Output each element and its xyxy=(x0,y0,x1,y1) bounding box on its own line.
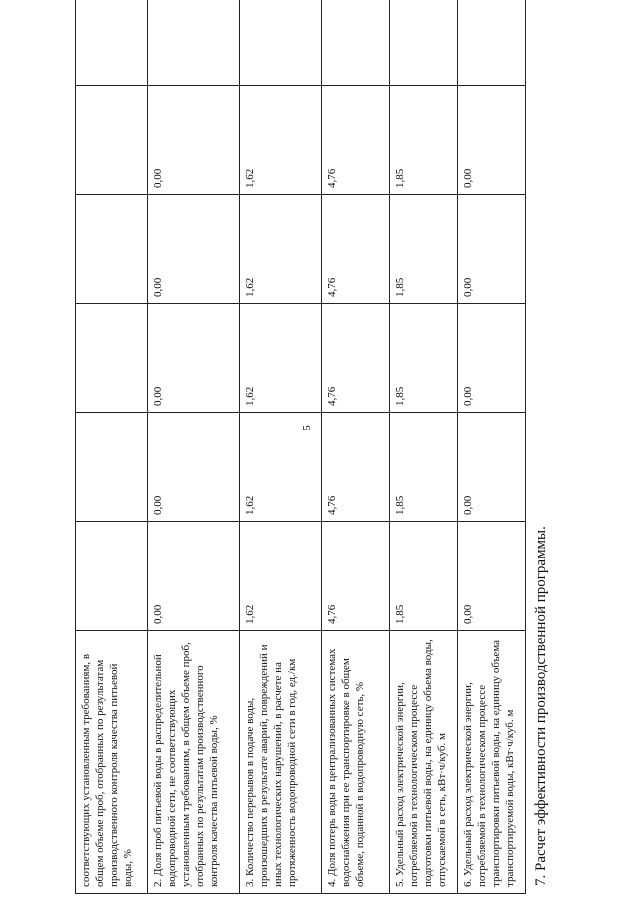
table-row xyxy=(76,0,148,894)
value-cell: 1,62 xyxy=(240,522,322,631)
table-row xyxy=(390,0,458,894)
value-cell xyxy=(76,86,148,195)
value-cell: 1,85 xyxy=(390,522,458,631)
value-cell: 1,62 xyxy=(240,86,322,195)
value-cell xyxy=(390,0,458,86)
indicators-table xyxy=(75,0,526,894)
value-cell: 4,76 xyxy=(322,195,390,304)
value-cell: 0,00 xyxy=(148,304,240,413)
indicator-description: 5. Удельный расход электрической энергии, потребляемой в технологическом процессе подготовки питьевой воды, на единицу объема воды, отпускаемой в сеть, кВт·ч/куб. м xyxy=(390,631,458,894)
value-cell xyxy=(76,304,148,413)
value-cell xyxy=(76,195,148,304)
value-cell xyxy=(458,0,526,86)
value-cell: 1,85 xyxy=(390,86,458,195)
value-cell: 4,76 xyxy=(322,304,390,413)
value-cell xyxy=(148,0,240,86)
value-cell: 0,00 xyxy=(148,522,240,631)
table-row xyxy=(322,0,390,894)
value-cell: 0,00 xyxy=(458,195,526,304)
indicator-description: 2. Доля проб питьевой воды в распределительной водопроводной сети, не соответствующих установленным требованиям, в общем объеме проб, отобранных по результатам производственного контроля качества питьевой воды, % xyxy=(148,631,240,894)
value-cell: 1,85 xyxy=(390,195,458,304)
value-cell xyxy=(322,0,390,86)
value-cell: 0,00 xyxy=(148,195,240,304)
table-row xyxy=(240,0,322,894)
section-heading: 7. Расчет эффективности производственной программы. xyxy=(533,526,549,886)
rotated-inner xyxy=(75,64,565,894)
value-cell: 4,76 xyxy=(322,522,390,631)
value-cell: 1,62 xyxy=(240,195,322,304)
indicator-description: 6. Удельный расход электрической энергии, потребляемой в технологическом процессе транспортировки питьевой воды, на единицу объема транспортируемой воды, кВт·ч/куб. м xyxy=(458,631,526,894)
indicator-description: 3. Количество перерывов в подаче воды, произошедших в результате аварий, повреждений и иных технологических нарушений, в расчете на протяженность водопроводной сети в год, ед./км xyxy=(240,631,322,894)
value-cell: 4,76 xyxy=(322,86,390,195)
value-cell xyxy=(240,0,322,86)
value-cell: 1,62 xyxy=(240,304,322,413)
value-cell: 0,00 xyxy=(458,522,526,631)
value-cell: 1,85 xyxy=(390,413,458,522)
value-cell: 0,00 xyxy=(148,86,240,195)
value-cell: 4,76 xyxy=(322,413,390,522)
indicator-description: 4. Доля потерь воды в централизованных системах водоснабжения при ее транспортировке в общем объеме, поданной в водопроводную сеть, % xyxy=(322,631,390,894)
value-cell: 0,00 xyxy=(458,86,526,195)
rotated-page-content xyxy=(75,64,565,894)
table-row xyxy=(148,0,240,894)
value-cell xyxy=(76,413,148,522)
value-cell: 0,00 xyxy=(458,304,526,413)
indicator-description: соответствующих установленным требованиям, в общем объеме проб, отобранных по результатам производственного контроля качества питьевой воды, % xyxy=(76,631,148,894)
value-cell: 1,85 xyxy=(390,304,458,413)
value-cell: 0,00 xyxy=(148,413,240,522)
table-row xyxy=(458,0,526,894)
value-cell: 0,00 xyxy=(458,413,526,522)
page-number: 5 xyxy=(300,425,313,431)
value-cell xyxy=(76,0,148,86)
value-cell: 1,62 xyxy=(240,413,322,522)
value-cell xyxy=(76,522,148,631)
